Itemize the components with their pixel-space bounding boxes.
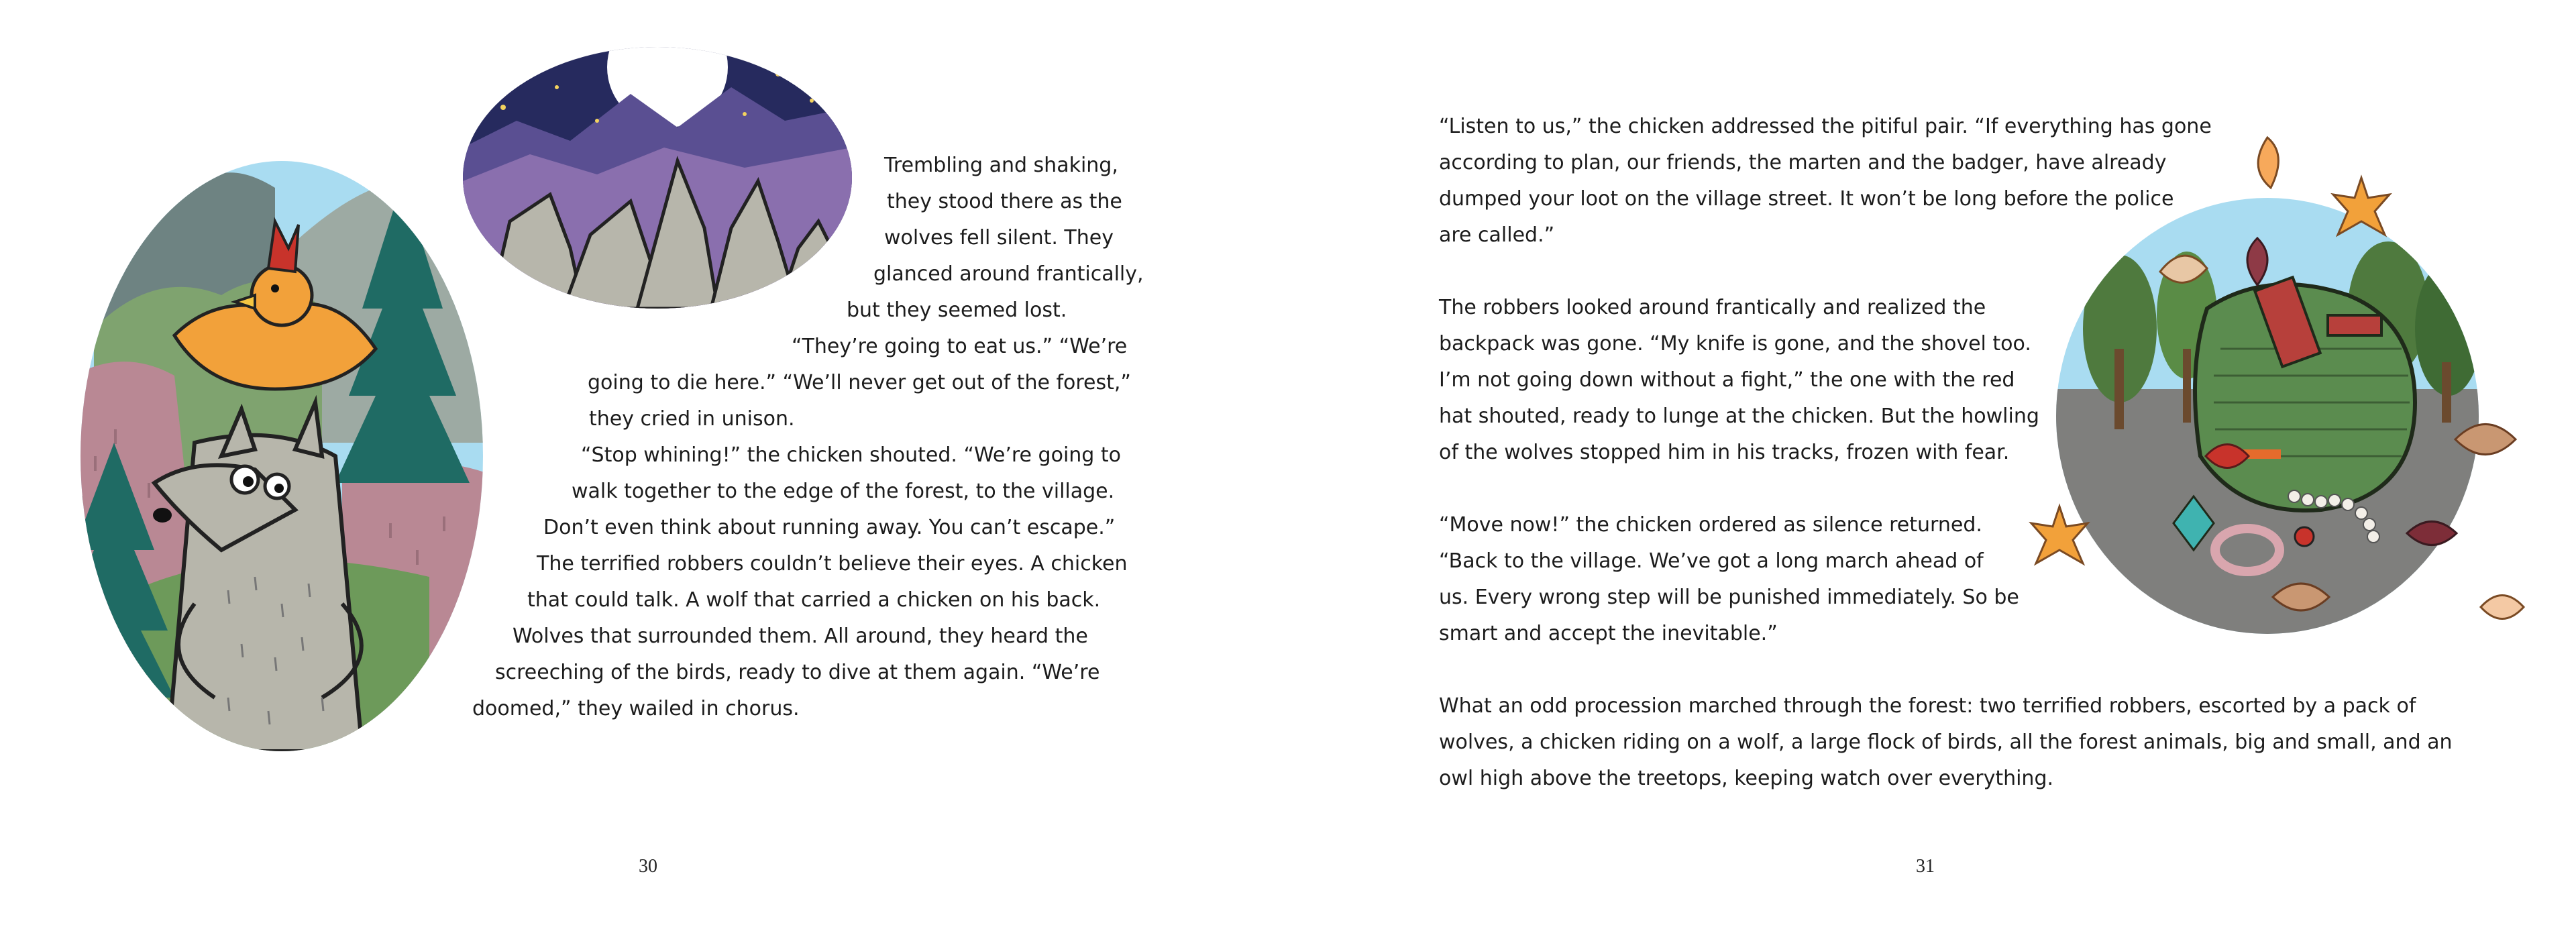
story-text-left <box>0 148 1288 727</box>
text-line: of the wolves stopped him in his tracks, frozen with fear. <box>1439 441 2010 464</box>
text-line: walk together to the edge of the forest, to the village. <box>572 480 1115 503</box>
text-line: Trembling and shaking, <box>884 154 1118 177</box>
right-page <box>1288 0 2576 927</box>
falling-leaf-icon <box>2475 584 2529 631</box>
text-line: they stood there as the <box>887 190 1122 213</box>
text-line: “Back to the village. We’ve got a long march ahead of <box>1439 549 1984 573</box>
text-line: according to plan, our friends, the marten and the badger, have already <box>1439 151 2167 174</box>
text-line: are called.” <box>1439 223 1555 247</box>
text-line: hat shouted, ready to lunge at the chicken. But the howling <box>1439 404 2039 428</box>
text-line: owl high above the treetops, keeping watch over everything. <box>1439 767 2054 790</box>
falling-leaf-icon <box>2449 402 2522 476</box>
page-number: 30 <box>639 856 657 877</box>
text-line: but they seemed lost. <box>847 298 1067 322</box>
text-line: “They’re going to eat us.” “We’re <box>792 335 1128 358</box>
text-line: “Listen to us,” the chicken addressed the pitiful pair. “If everything has gone <box>1439 115 2212 138</box>
text-line: screeching of the birds, ready to dive at them again. “We’re <box>495 661 1100 684</box>
text-line: I’m not going down without a fight,” the one with the red <box>1439 368 2015 392</box>
text-line: doomed,” they wailed in chorus. <box>472 697 800 720</box>
text-line: going to die here.” “We’ll never get out of the forest,” <box>588 371 1131 394</box>
text-line: The terrified robbers couldn’t believe their eyes. A chicken <box>537 552 1128 576</box>
text-line: “Stop whining!” the chicken shouted. “We’re going to <box>581 443 1121 467</box>
text-line: glanced around frantically, <box>873 262 1144 286</box>
text-line: backpack was gone. “My knife is gone, and the shovel too. <box>1439 332 2031 356</box>
text-line: Don’t even think about running away. You can’t escape.” <box>543 516 1116 539</box>
text-line: dumped your loot on the village street. It won’t be long before the police <box>1439 187 2174 211</box>
page-number: 31 <box>1916 856 1935 877</box>
text-line: “Move now!” the chicken ordered as silence returned. <box>1439 513 1982 537</box>
text-line: wolves, a chicken riding on a wolf, a large flock of birds, all the forest animals, big and small, and an <box>1439 730 2453 754</box>
text-line: What an odd procession marched through the forest: two terrified robbers, escorted by a pack of <box>1439 694 2416 718</box>
story-text-right <box>1439 109 2453 797</box>
text-line: they cried in unison. <box>589 407 795 431</box>
text-line: us. Every wrong step will be punished immediately. So be <box>1439 586 2019 609</box>
text-line: Wolves that surrounded them. All around, they heard the <box>513 624 1088 648</box>
text-line: that could talk. A wolf that carried a chicken on his back. <box>527 588 1101 612</box>
text-line: smart and accept the inevitable.” <box>1439 622 1778 645</box>
text-line: wolves fell silent. They <box>884 226 1114 250</box>
text-line: The robbers looked around frantically and realized the <box>1439 296 1986 319</box>
